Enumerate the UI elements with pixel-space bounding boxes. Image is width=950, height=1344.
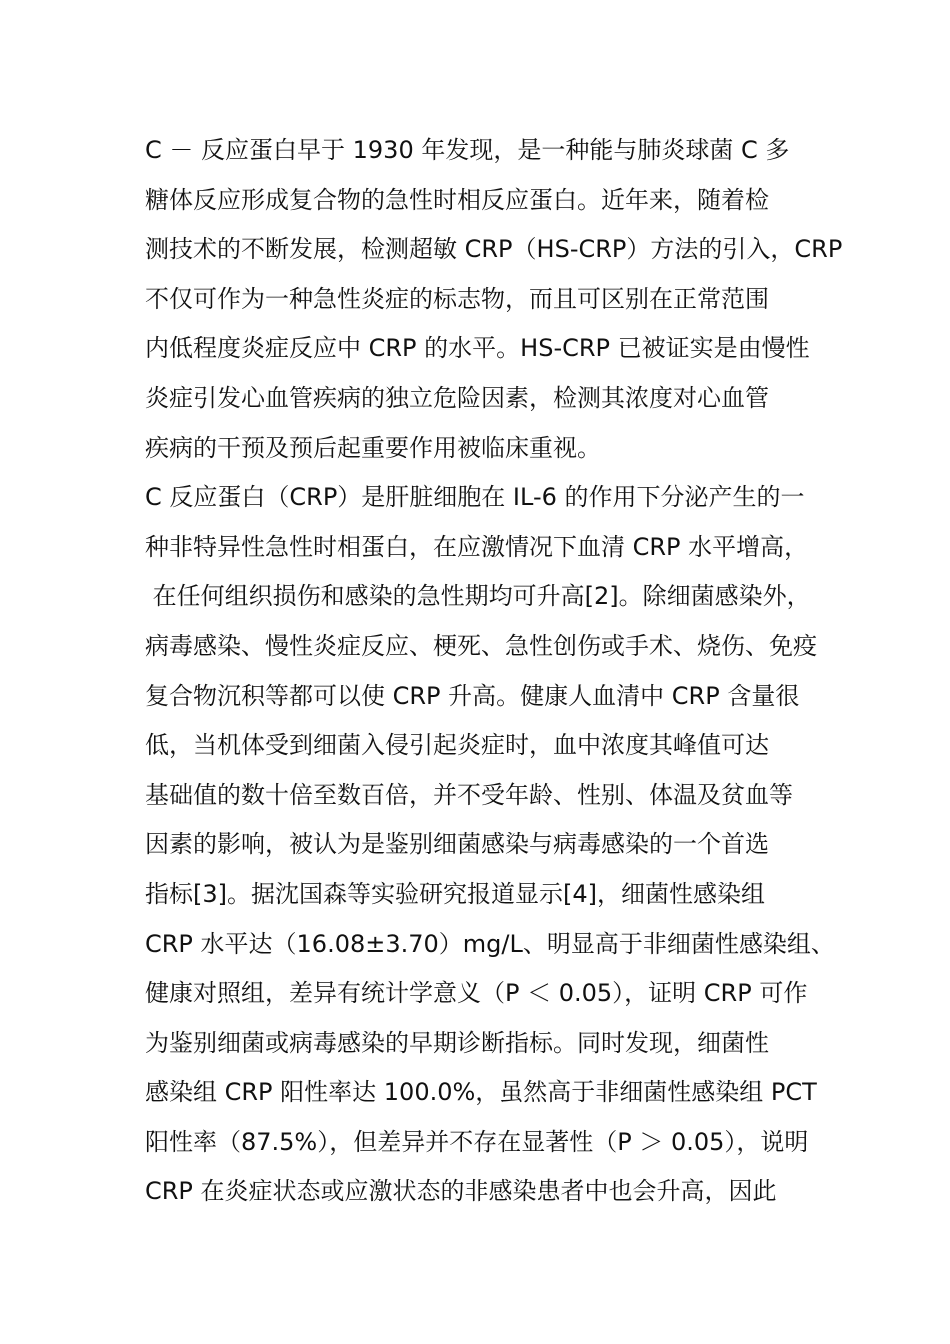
text-line: 低，当机体受到细菌入侵引起炎症时，血中浓度其峰值可达 xyxy=(145,731,769,760)
text-line: C － 反应蛋白早于 1930 年发现，是一种能与肺炎球菌 C 多 xyxy=(145,136,790,164)
text-line: CRP 水平达（16.08±3.70）mg/L、明显高于非细菌性感染组、 xyxy=(145,929,835,958)
text-line: 不仅可作为一种急性炎症的标志物，而且可区别在正常范围 xyxy=(145,284,769,313)
text-line: 糖体反应形成复合物的急性时相反应蛋白。近年来，随着检 xyxy=(145,185,769,214)
text-line: 疾病的干预及预后起重要作用被临床重视。 xyxy=(145,433,601,462)
text-line: 炎症引发心血管疾病的独立危险因素，检测其浓度对心血管 xyxy=(145,383,769,412)
text-line: 为鉴别细菌或病毒感染的早期诊断指标。同时发现，细菌性 xyxy=(145,1028,769,1057)
paragraph-crp-diagnosis xyxy=(145,473,845,1217)
text-line: 内低程度炎症反应中 CRP 的水平。HS-CRP 已被证实是由慢性 xyxy=(145,334,810,363)
text-line: 复合物沉积等都可以使 CRP 升高。健康人血清中 CRP 含量很 xyxy=(145,681,800,710)
text-line: CRP 在炎症状态或应激状态的非感染患者中也会升高，因此 xyxy=(145,1177,777,1206)
text-line: 阳性率（87.5%），但差异并不存在显著性（P ＞ 0.05），说明 xyxy=(145,1127,809,1156)
text-line: 因素的影响，被认为是鉴别细菌感染与病毒感染的一个首选 xyxy=(145,830,769,859)
text-line: 基础值的数十倍至数百倍，并不受年龄、性别、体温及贫血等 xyxy=(145,780,793,809)
text-line: 种非特异性急性时相蛋白，在应激情况下血清 CRP 水平增高， xyxy=(145,532,809,561)
text-line: 感染组 CRP 阳性率达 100.0%，虽然高于非细菌性感染组 PCT xyxy=(145,1078,817,1107)
text-line: 健康对照组，差异有统计学意义（P ＜ 0.05），证明 CRP 可作 xyxy=(145,979,808,1008)
text-line: C 反应蛋白（CRP）是肝脏细胞在 IL-6 的作用下分泌产生的一 xyxy=(145,483,805,512)
text-line: 测技术的不断发展，检测超敏 CRP（HS-CRP）方法的引入，CRP xyxy=(145,235,843,264)
text-line: 在任何组织损伤和感染的急性期均可升高[2]。除细菌感染外， xyxy=(145,582,811,611)
document-body xyxy=(145,126,845,1217)
text-line: 病毒感染、慢性炎症反应、梗死、急性创伤或手术、烧伤、免疫 xyxy=(145,631,817,660)
text-line: 指标[3]。据沈国森等实验研究报道显示[4]，细菌性感染组 xyxy=(145,879,765,908)
paragraph-crp-history xyxy=(145,126,845,473)
